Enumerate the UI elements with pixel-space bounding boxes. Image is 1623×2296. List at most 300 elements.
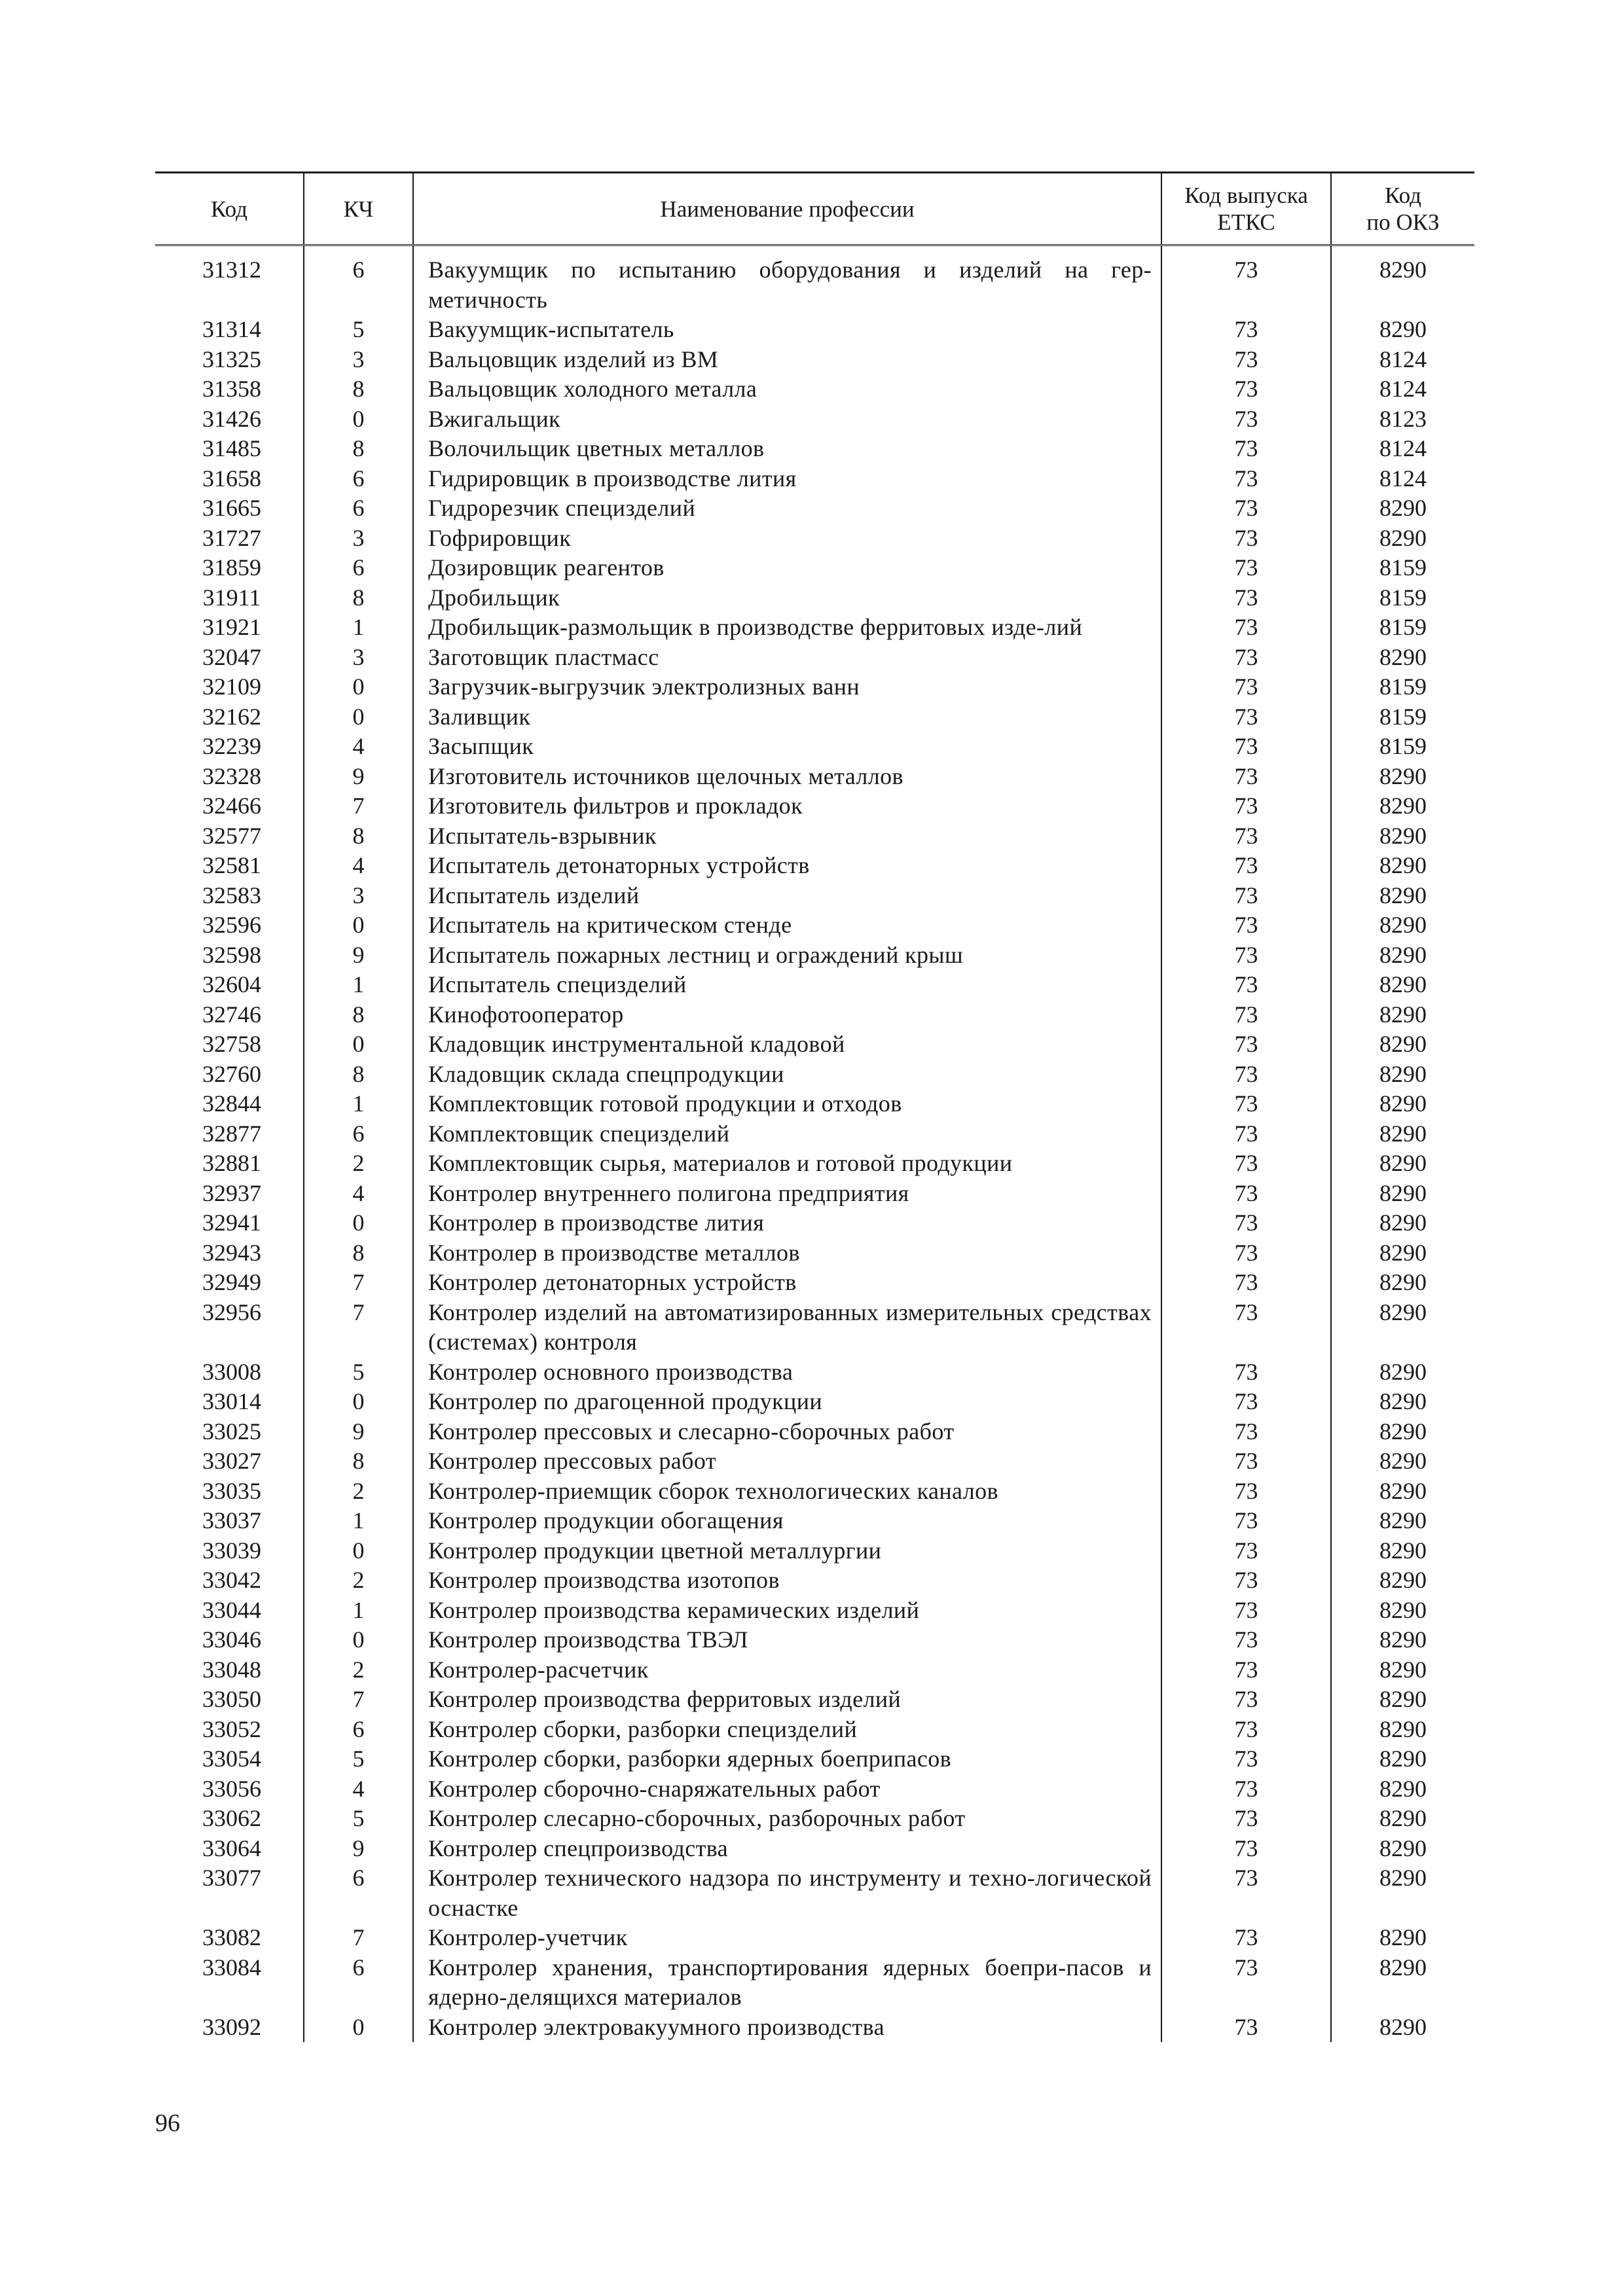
cell-etks-code: 73 xyxy=(1161,1536,1331,1566)
cell-profession-name: Вальцовщик изделий из ВМ xyxy=(413,345,1161,375)
cell-profession-name: Контролер в производстве лития xyxy=(413,1208,1161,1238)
cell-etks-code: 73 xyxy=(1161,1834,1331,1864)
cell-etks-code: 73 xyxy=(1161,1625,1331,1655)
cell-kch: 2 xyxy=(304,1655,413,1685)
table-row xyxy=(155,1596,1474,1626)
cell-kch: 0 xyxy=(304,910,413,941)
cell-okz-code: 8290 xyxy=(1331,1596,1474,1626)
cell-code: 32877 xyxy=(202,1120,261,1147)
cell-profession-name: Контролер-учетчик xyxy=(413,1923,1161,1953)
cell-profession-name: Контролер электровакуумного производства xyxy=(413,2013,1161,2043)
table-row xyxy=(155,1506,1474,1536)
cell-profession-name: Контролер основного производства xyxy=(413,1357,1161,1388)
cell-kch: 1 xyxy=(304,970,413,1000)
cell-code: 32109 xyxy=(202,673,261,700)
cell-profession-name: Засыпщик xyxy=(413,732,1161,762)
cell-kch: 0 xyxy=(304,1536,413,1566)
cell-okz-code: 8290 xyxy=(1331,1060,1474,1090)
cell-code: 31859 xyxy=(202,554,261,581)
cell-etks-code: 73 xyxy=(1161,672,1331,702)
cell-okz-code: 8290 xyxy=(1331,1417,1474,1447)
cell-code: 33014 xyxy=(202,1388,261,1414)
table-row xyxy=(155,791,1474,821)
cell-code: 32047 xyxy=(202,643,261,670)
cell-kch: 6 xyxy=(304,1715,413,1745)
cell-etks-code: 73 xyxy=(1161,464,1331,494)
cell-okz-code: 8290 xyxy=(1331,1268,1474,1298)
table-row xyxy=(155,1744,1474,1774)
cell-etks-code: 73 xyxy=(1161,643,1331,673)
cell-okz-code: 8290 xyxy=(1331,1863,1474,1923)
cell-okz-code: 8290 xyxy=(1331,1089,1474,1119)
table-row xyxy=(155,1536,1474,1566)
cell-profession-name: Вжигальщик xyxy=(413,404,1161,435)
cell-profession-name: Кладовщик инструментальной кладовой xyxy=(413,1030,1161,1060)
cell-etks-code: 73 xyxy=(1161,2013,1331,2043)
table-row xyxy=(155,1625,1474,1655)
cell-kch: 6 xyxy=(304,493,413,524)
cell-etks-code: 73 xyxy=(1161,1030,1331,1060)
cell-profession-name: Контролер детонаторных устройств xyxy=(413,1268,1161,1298)
cell-okz-code: 8290 xyxy=(1331,1030,1474,1060)
cell-code: 32949 xyxy=(202,1269,261,1295)
cell-profession-name: Изготовитель фильтров и прокладок xyxy=(413,791,1161,821)
cell-etks-code: 73 xyxy=(1161,1298,1331,1357)
cell-kch: 2 xyxy=(304,1477,413,1507)
cell-profession-name: Контролер слесарно-сборочных, разборочных работ xyxy=(413,1804,1161,1834)
cell-okz-code: 8159 xyxy=(1331,732,1474,762)
cell-kch: 3 xyxy=(304,524,413,554)
cell-code: 33082 xyxy=(202,1924,261,1950)
table-row xyxy=(155,1238,1474,1268)
cell-okz-code: 8124 xyxy=(1331,345,1474,375)
table-row xyxy=(155,1208,1474,1238)
cell-etks-code: 73 xyxy=(1161,791,1331,821)
cell-profession-name: Загрузчик-выгрузчик электролизных ванн xyxy=(413,672,1161,702)
table-row xyxy=(155,345,1474,375)
table-row xyxy=(155,1655,1474,1685)
cell-profession-name: Дозировщик реагентов xyxy=(413,553,1161,583)
cell-etks-code: 73 xyxy=(1161,1715,1331,1745)
cell-etks-code: 73 xyxy=(1161,1477,1331,1507)
cell-kch: 6 xyxy=(304,1953,413,2013)
cell-kch: 3 xyxy=(304,643,413,673)
cell-okz-code: 8290 xyxy=(1331,1238,1474,1268)
cell-etks-code: 73 xyxy=(1161,1596,1331,1626)
cell-code: 31658 xyxy=(202,465,261,492)
cell-profession-name: Контролер технического надзора по инструменту и техно-логической оснастке xyxy=(413,1863,1161,1923)
cell-code: 33027 xyxy=(202,1448,261,1474)
cell-etks-code: 73 xyxy=(1161,434,1331,464)
cell-code: 32577 xyxy=(202,822,261,849)
table-row xyxy=(155,255,1474,315)
cell-okz-code: 8290 xyxy=(1331,791,1474,821)
cell-etks-code: 73 xyxy=(1161,255,1331,315)
cell-kch: 8 xyxy=(304,1000,413,1030)
table-row xyxy=(155,1119,1474,1149)
cell-kch: 8 xyxy=(304,374,413,404)
cell-profession-name: Заготовщик пластмасс xyxy=(413,643,1161,673)
table-row xyxy=(155,941,1474,971)
cell-etks-code: 73 xyxy=(1161,1357,1331,1388)
cell-profession-name: Контролер спецпроизводства xyxy=(413,1834,1161,1864)
cell-code: 33092 xyxy=(202,2013,261,2040)
cell-profession-name: Контролер продукции цветной металлургии xyxy=(413,1536,1161,1566)
cell-okz-code: 8290 xyxy=(1331,851,1474,881)
cell-okz-code: 8124 xyxy=(1331,434,1474,464)
cell-etks-code: 73 xyxy=(1161,970,1331,1000)
cell-okz-code: 8290 xyxy=(1331,1149,1474,1179)
table-row xyxy=(155,1030,1474,1060)
cell-profession-name: Контролер в производстве металлов xyxy=(413,1238,1161,1268)
cell-code: 31921 xyxy=(202,614,261,640)
cell-kch: 6 xyxy=(304,553,413,583)
table-row xyxy=(155,1834,1474,1864)
table-row xyxy=(155,1268,1474,1298)
cell-profession-name: Контролер производства изотопов xyxy=(413,1566,1161,1596)
cell-etks-code: 73 xyxy=(1161,1685,1331,1715)
cell-code: 31665 xyxy=(202,495,261,521)
header-code: Код xyxy=(155,173,304,245)
cell-profession-name: Гидрорезчик специзделий xyxy=(413,493,1161,524)
table-row xyxy=(155,1089,1474,1119)
cell-okz-code: 8290 xyxy=(1331,524,1474,554)
cell-okz-code: 8290 xyxy=(1331,643,1474,673)
page-number: 96 xyxy=(155,2109,180,2137)
cell-kch: 0 xyxy=(304,702,413,732)
cell-code: 33056 xyxy=(202,1775,261,1802)
cell-etks-code: 73 xyxy=(1161,583,1331,613)
cell-kch: 0 xyxy=(304,1030,413,1060)
table-row xyxy=(155,2013,1474,2043)
cell-etks-code: 73 xyxy=(1161,524,1331,554)
cell-etks-code: 73 xyxy=(1161,881,1331,911)
cell-okz-code: 8290 xyxy=(1331,493,1474,524)
cell-etks-code: 73 xyxy=(1161,1417,1331,1447)
cell-okz-code: 8290 xyxy=(1331,1566,1474,1596)
cell-code: 31485 xyxy=(202,435,261,461)
table-row xyxy=(155,1179,1474,1209)
table-row xyxy=(155,821,1474,852)
cell-profession-name: Кинофотооператор xyxy=(413,1000,1161,1030)
cell-etks-code: 73 xyxy=(1161,1446,1331,1477)
cell-kch: 8 xyxy=(304,1238,413,1268)
cell-etks-code: 73 xyxy=(1161,762,1331,792)
cell-kch: 9 xyxy=(304,762,413,792)
cell-kch: 4 xyxy=(304,732,413,762)
cell-profession-name: Испытатель пожарных лестниц и ограждений крыш xyxy=(413,941,1161,971)
cell-profession-name: Вакуумщик-испытатель xyxy=(413,315,1161,345)
cell-kch: 0 xyxy=(304,1208,413,1238)
cell-kch: 8 xyxy=(304,434,413,464)
table-row xyxy=(155,613,1474,643)
cell-etks-code: 73 xyxy=(1161,1923,1331,1953)
cell-code: 33044 xyxy=(202,1596,261,1623)
cell-profession-name: Вальцовщик холодного металла xyxy=(413,374,1161,404)
table-row xyxy=(155,1953,1474,2013)
cell-kch: 8 xyxy=(304,1060,413,1090)
table-row xyxy=(155,1000,1474,1030)
cell-code: 32746 xyxy=(202,1001,261,1028)
cell-kch: 6 xyxy=(304,255,413,315)
cell-profession-name: Комплектовщик готовой продукции и отходов xyxy=(413,1089,1161,1119)
cell-kch: 3 xyxy=(304,345,413,375)
cell-okz-code: 8290 xyxy=(1331,1536,1474,1566)
cell-code: 31911 xyxy=(202,584,261,611)
cell-etks-code: 73 xyxy=(1161,1655,1331,1685)
cell-profession-name: Контролер производства ферритовых изделий xyxy=(413,1685,1161,1715)
table-row xyxy=(155,881,1474,911)
cell-profession-name: Контролер хранения, транспортирования ядерных боепри-пасов и ядерно-делящихся материалов xyxy=(413,1953,1161,2013)
cell-code: 33050 xyxy=(202,1686,261,1712)
cell-profession-name: Испытатель-взрывник xyxy=(413,821,1161,852)
cell-etks-code: 73 xyxy=(1161,1089,1331,1119)
cell-kch: 5 xyxy=(304,1744,413,1774)
cell-code: 33042 xyxy=(202,1567,261,1593)
cell-profession-name: Контролер производства ТВЭЛ xyxy=(413,1625,1161,1655)
cell-etks-code: 73 xyxy=(1161,613,1331,643)
cell-code: 32162 xyxy=(202,703,261,730)
cell-kch: 8 xyxy=(304,583,413,613)
table-row xyxy=(155,970,1474,1000)
cell-kch: 0 xyxy=(304,404,413,435)
cell-profession-name: Контролер изделий на автоматизированных измерительных средствах (системах) контроля xyxy=(413,1298,1161,1357)
cell-profession-name: Контролер по драгоценной продукции xyxy=(413,1387,1161,1417)
cell-profession-name: Заливщик xyxy=(413,702,1161,732)
table-row xyxy=(155,1417,1474,1447)
cell-profession-name: Испытатель детонаторных устройств xyxy=(413,851,1161,881)
table-row xyxy=(155,1863,1474,1923)
table-row xyxy=(155,374,1474,404)
table-row xyxy=(155,762,1474,792)
cell-code: 32943 xyxy=(202,1239,261,1266)
header-kch: КЧ xyxy=(304,173,413,245)
cell-okz-code: 8290 xyxy=(1331,1685,1474,1715)
cell-kch: 0 xyxy=(304,672,413,702)
cell-okz-code: 8290 xyxy=(1331,1208,1474,1238)
cell-okz-code: 8290 xyxy=(1331,1834,1474,1864)
cell-code: 33052 xyxy=(202,1715,261,1742)
table-row xyxy=(155,464,1474,494)
cell-kch: 5 xyxy=(304,315,413,345)
cell-etks-code: 73 xyxy=(1161,553,1331,583)
cell-kch: 9 xyxy=(304,941,413,971)
table-row xyxy=(155,643,1474,673)
cell-okz-code: 8290 xyxy=(1331,2013,1474,2043)
cell-code: 32581 xyxy=(202,852,261,878)
cell-okz-code: 8159 xyxy=(1331,553,1474,583)
cell-okz-code: 8290 xyxy=(1331,1744,1474,1774)
cell-okz-code: 8159 xyxy=(1331,672,1474,702)
table-header xyxy=(155,173,1474,256)
cell-profession-name: Контролер сборки, разборки специзделий xyxy=(413,1715,1161,1745)
header-etks: Код выпуска ЕТКС xyxy=(1161,173,1331,245)
cell-profession-name: Контролер производства керамических изделий xyxy=(413,1596,1161,1626)
cell-etks-code: 73 xyxy=(1161,404,1331,435)
cell-okz-code: 8290 xyxy=(1331,1477,1474,1507)
cell-code: 33054 xyxy=(202,1746,261,1772)
cell-etks-code: 73 xyxy=(1161,1863,1331,1923)
cell-code: 32583 xyxy=(202,882,261,908)
cell-etks-code: 73 xyxy=(1161,1268,1331,1298)
cell-okz-code: 8123 xyxy=(1331,404,1474,435)
table-row xyxy=(155,1149,1474,1179)
cell-profession-name: Контролер продукции обогащения xyxy=(413,1506,1161,1536)
cell-etks-code: 73 xyxy=(1161,1119,1331,1149)
cell-etks-code: 73 xyxy=(1161,1060,1331,1090)
cell-okz-code: 8290 xyxy=(1331,1774,1474,1804)
cell-kch: 6 xyxy=(304,1119,413,1149)
cell-code: 32881 xyxy=(202,1150,261,1176)
table-row xyxy=(155,1715,1474,1745)
header-name: Наименование профессии xyxy=(413,173,1161,245)
table-row xyxy=(155,1774,1474,1804)
cell-kch: 4 xyxy=(304,1179,413,1209)
cell-okz-code: 8290 xyxy=(1331,1446,1474,1477)
cell-etks-code: 73 xyxy=(1161,1149,1331,1179)
table-row xyxy=(155,434,1474,464)
cell-kch: 2 xyxy=(304,1149,413,1179)
cell-profession-name: Контролер-приемщик сборок технологических каналов xyxy=(413,1477,1161,1507)
table-row xyxy=(155,910,1474,941)
cell-etks-code: 73 xyxy=(1161,821,1331,852)
cell-profession-name: Контролер сборочно-снаряжательных работ xyxy=(413,1774,1161,1804)
cell-etks-code: 73 xyxy=(1161,851,1331,881)
cell-kch: 5 xyxy=(304,1804,413,1834)
cell-code: 32760 xyxy=(202,1060,261,1087)
cell-okz-code: 8290 xyxy=(1331,1000,1474,1030)
cell-profession-name: Контролер прессовых и слесарно-сборочных работ xyxy=(413,1417,1161,1447)
cell-okz-code: 8290 xyxy=(1331,315,1474,345)
cell-kch: 2 xyxy=(304,1566,413,1596)
cell-okz-code: 8290 xyxy=(1331,1506,1474,1536)
cell-profession-name: Контролер-расчетчик xyxy=(413,1655,1161,1685)
cell-kch: 5 xyxy=(304,1357,413,1388)
table-row xyxy=(155,702,1474,732)
cell-okz-code: 8290 xyxy=(1331,1953,1474,2013)
table-row xyxy=(155,1446,1474,1477)
cell-okz-code: 8290 xyxy=(1331,910,1474,941)
cell-kch: 1 xyxy=(304,613,413,643)
cell-etks-code: 73 xyxy=(1161,1774,1331,1804)
cell-okz-code: 8290 xyxy=(1331,821,1474,852)
cell-okz-code: 8159 xyxy=(1331,583,1474,613)
cell-kch: 6 xyxy=(304,1863,413,1923)
cell-kch: 7 xyxy=(304,1298,413,1357)
cell-profession-name: Испытатель изделий xyxy=(413,881,1161,911)
cell-etks-code: 73 xyxy=(1161,315,1331,345)
cell-okz-code: 8290 xyxy=(1331,1715,1474,1745)
table-row xyxy=(155,524,1474,554)
cell-code: 33048 xyxy=(202,1656,261,1683)
cell-okz-code: 8290 xyxy=(1331,1625,1474,1655)
cell-kch: 4 xyxy=(304,851,413,881)
table-row xyxy=(155,732,1474,762)
cell-code: 33046 xyxy=(202,1626,261,1653)
cell-okz-code: 8159 xyxy=(1331,613,1474,643)
table-row xyxy=(155,1387,1474,1417)
cell-profession-name: Контролер сборки, разборки ядерных боеприпасов xyxy=(413,1744,1161,1774)
cell-kch: 6 xyxy=(304,464,413,494)
cell-profession-name: Дробильщик xyxy=(413,583,1161,613)
table-row xyxy=(155,1298,1474,1357)
cell-code: 32604 xyxy=(202,971,261,997)
cell-kch: 7 xyxy=(304,1923,413,1953)
cell-profession-name: Испытатель на критическом стенде xyxy=(413,910,1161,941)
cell-etks-code: 73 xyxy=(1161,1238,1331,1268)
cell-kch: 9 xyxy=(304,1417,413,1447)
table-row xyxy=(155,1804,1474,1834)
cell-profession-name: Гидрировщик в производстве лития xyxy=(413,464,1161,494)
cell-kch: 7 xyxy=(304,791,413,821)
cell-okz-code: 8124 xyxy=(1331,374,1474,404)
cell-okz-code: 8159 xyxy=(1331,702,1474,732)
cell-profession-name: Волочильщик цветных металлов xyxy=(413,434,1161,464)
cell-profession-name: Изготовитель источников щелочных металлов xyxy=(413,762,1161,792)
table-row xyxy=(155,1060,1474,1090)
cell-kch: 9 xyxy=(304,1834,413,1864)
cell-okz-code: 8290 xyxy=(1331,1923,1474,1953)
cell-etks-code: 73 xyxy=(1161,1566,1331,1596)
cell-okz-code: 8290 xyxy=(1331,255,1474,315)
cell-code: 31312 xyxy=(202,257,261,283)
cell-code: 31426 xyxy=(202,405,261,432)
cell-etks-code: 73 xyxy=(1161,1179,1331,1209)
table-row xyxy=(155,404,1474,435)
cell-okz-code: 8290 xyxy=(1331,970,1474,1000)
cell-kch: 0 xyxy=(304,2013,413,2043)
cell-profession-name: Кладовщик склада спецпродукции xyxy=(413,1060,1161,1090)
cell-code: 32758 xyxy=(202,1031,261,1057)
table-row xyxy=(155,583,1474,613)
cell-okz-code: 8290 xyxy=(1331,1119,1474,1149)
cell-etks-code: 73 xyxy=(1161,345,1331,375)
cell-profession-name: Испытатель специзделий xyxy=(413,970,1161,1000)
header-okz: Код по ОКЗ xyxy=(1331,173,1474,245)
table-row xyxy=(155,851,1474,881)
cell-okz-code: 8290 xyxy=(1331,881,1474,911)
cell-profession-name: Вакуумщик по испытанию оборудования и изделий на гер-метичность xyxy=(413,255,1161,315)
cell-okz-code: 8290 xyxy=(1331,1298,1474,1357)
cell-code: 31314 xyxy=(202,316,261,342)
cell-etks-code: 73 xyxy=(1161,493,1331,524)
cell-code: 32844 xyxy=(202,1090,261,1117)
cell-etks-code: 73 xyxy=(1161,1506,1331,1536)
professions-table xyxy=(155,171,1474,2042)
cell-okz-code: 8290 xyxy=(1331,1804,1474,1834)
cell-profession-name: Комплектовщик сырья, материалов и готовой продукции xyxy=(413,1149,1161,1179)
cell-code: 32328 xyxy=(202,762,261,789)
cell-etks-code: 73 xyxy=(1161,910,1331,941)
cell-profession-name: Контролер прессовых работ xyxy=(413,1446,1161,1477)
table-row xyxy=(155,315,1474,345)
cell-profession-name: Комплектовщик специзделий xyxy=(413,1119,1161,1149)
cell-kch: 8 xyxy=(304,821,413,852)
cell-code: 32596 xyxy=(202,912,261,938)
cell-code: 33008 xyxy=(202,1358,261,1385)
cell-code: 32956 xyxy=(202,1299,261,1325)
cell-code: 32466 xyxy=(202,793,261,819)
cell-code: 33035 xyxy=(202,1477,261,1504)
cell-etks-code: 73 xyxy=(1161,702,1331,732)
cell-etks-code: 73 xyxy=(1161,941,1331,971)
cell-code: 32937 xyxy=(202,1179,261,1206)
cell-okz-code: 8290 xyxy=(1331,1655,1474,1685)
cell-kch: 1 xyxy=(304,1506,413,1536)
cell-etks-code: 73 xyxy=(1161,1953,1331,2013)
cell-okz-code: 8290 xyxy=(1331,941,1474,971)
table-row xyxy=(155,1477,1474,1507)
